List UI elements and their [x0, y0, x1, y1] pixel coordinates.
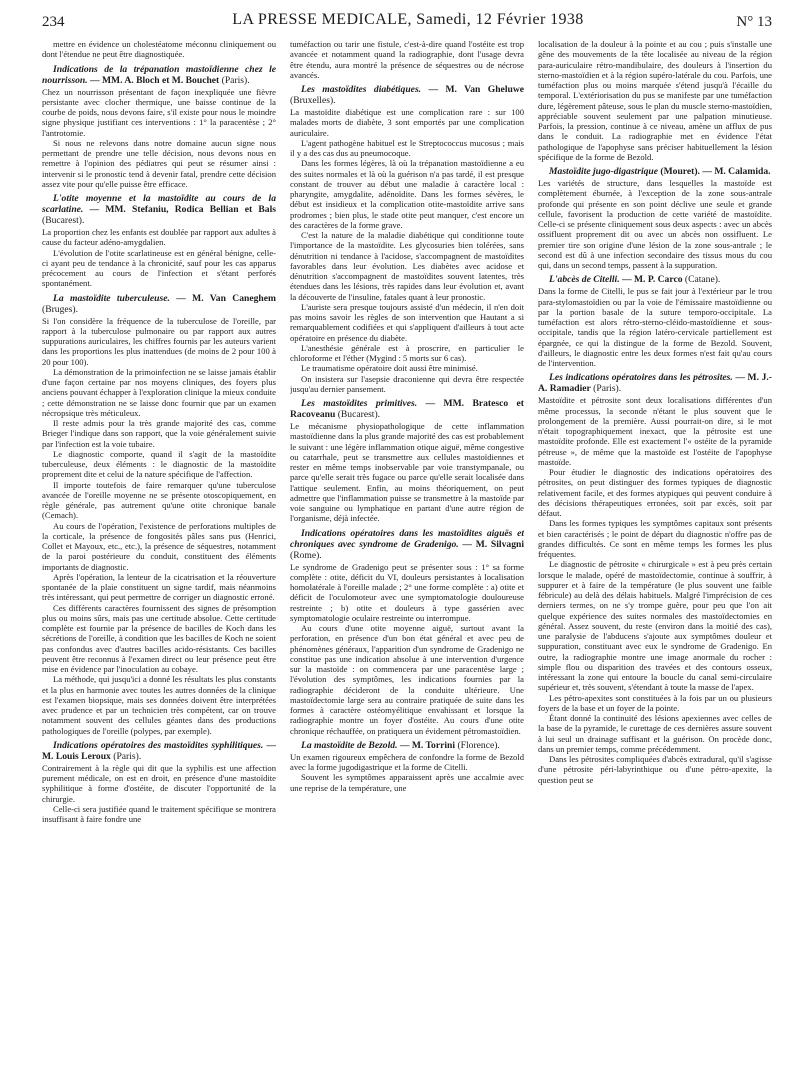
paragraph: tuméfaction ou tarir une fistule, c'est-à-dire quand l'ostéite est trop avancée et notamment quand la radiographie, dont l'usage devra être étendu, aura montré la présence de séquestres ou de nécrose avancés. — [290, 39, 524, 80]
paragraph: Mastoïdite et pétrosite sont deux localisations différentes d'un même processus, la seconde n'étant le plus souvent que le prolongement de la première. Aussi pourrait-on dire, si le mot n'était topographiquement inexact, que la pétrosite est une mastoïdite profonde. Elle est exactement l'« ostéite de la pyramide pétreuse », de même que la mastoïde est l'ostéite de l'apophyse mastoïde. — [538, 395, 772, 467]
section-heading — [42, 293, 276, 315]
paragraph: Étant donné la continuité des lésions apexiennes avec celles de la base de la pyramide, le curettage de ces dernières assure souvent à lui seul un drainage suffisant et la guérison. On procède donc, dans un premier temps, comme précédemment. — [538, 713, 772, 754]
heading-authors: — M. Torrini — [397, 739, 456, 751]
paragraph: Après l'opération, la lenteur de la cicatrisation et la réouverture spontanée de la plaie constituent un signe tardif, mais néanmoins très intéressant, qui peut permettre de corriger un diagnostic erroné. — [42, 571, 276, 603]
paragraph: Dans les formes typiques les symptômes capitaux sont présents et bien caractérisés ; le point de départ du diagnostic n'offre pas de grandes difficultés. Ce sont en même temps les formes les plus fréquentes. — [538, 518, 772, 559]
paragraph: C'est la nature de la maladie diabétique qui conditionne toute l'importance de la mastoïdite. Les glycosuries bien tolérées, sans dénutrition ni tendance à l'acidose, s'accompagnent de mastoïdites favorables dans leur évolution. Les diabètes avec acidose et dénutrition s'accompagnent de mastoïdites souvent latentes, très étendues dans les lésions, très rapides dans leur évolution et, avant la découverte de l'insuline, fatales quant à leur pronostic. — [290, 230, 524, 302]
paragraph: Un examen rigoureux empêchera de confondre la forme de Bezold avec la forme jugodigastrique et la forme de Citelli. — [290, 751, 524, 772]
heading-authors: — M. J.-A. Ramadier — [538, 372, 772, 395]
paragraph: Chez un nourrisson présentant de façon inexpliquée une fièvre persistante avec clocher thermique, une baisse continue de la courbe de poids, nous devons faire, s'il existe pour nous le moindre signe physique justifiant ces interventions : 1° la paracentèse ; 2° l'antrotomie. — [42, 86, 276, 138]
heading-place: (Paris). — [110, 750, 142, 762]
paragraph: La démonstration de la primoinfection ne se laisse jamais établir d'une façon certaine par nos moyens cliniques, des foyers plus anciens pouvant échapper à l'exploration clinique la mieux conduite ; cette démonstration ne se laisse donc fournir que par un examen nécropsique très méticuleux. — [42, 366, 276, 418]
heading-title: La mastoïdite tuberculeuse. — [53, 292, 170, 304]
paragraph: Au cours de l'opération, l'existence de perforations multiples de la corticale, la présence de fongosités pâles sans pus (Henrici, Collet et Mayoux, etc., etc.), la présence de séquestres, notamment de la paroi postérieure du conduit, constituent des éléments importants de diagnostic. — [42, 520, 276, 572]
paragraph: Si nous ne relevons dans notre domaine aucun signe nous permettant de prendre une telle décision, nous devons nous en remettre à l'opinion des pédiatres qui peut se résumer ainsi : intervenir si le pronostic tend à devenir fatal, prendre cette décision assez vite pour qu'elle puisse être efficace. — [42, 137, 276, 189]
heading-authors: — MM. Stefaniu, Rodica Bellian et Bals — [83, 204, 276, 215]
paragraph: L'agent pathogène habituel est le Streptococcus mucosus ; mais il y a des cas dus au pneumocoque. — [290, 137, 524, 158]
heading-place: (Paris). — [590, 383, 622, 395]
heading-place: (Paris). — [219, 74, 250, 86]
heading-place: (Bucarest). — [42, 215, 85, 226]
paragraph: Le syndrome de Gradenigo peut se présenter sous : 1° sa forme complète : otite, déficit du VI, douleurs persistantes à localisation homolatérale à l'oreille malade ; 2° une forme complète : a) otite et déficit de l'oculomoteur avec une symptomatologie douloureuse restreinte ; b) otite et douleurs à type gassérien avec symptomatologie oculaire restreinte ou interrompue. — [290, 561, 524, 623]
paragraph: Dans les pétrosites compliquées d'abcès extradural, qu'il s'agisse d'une pétrosite péri-labyrinthique ou d'une pétro-apexite, la question peut se — [538, 754, 772, 785]
paragraph: Le diagnostic comporte, quand il s'agit de la mastoïdite tuberculeuse, deux éléments : le diagnostic de la mastoïdite proprement dite et celui de la nature spécifique de l'affection. — [42, 448, 276, 480]
paragraph: La méthode, qui jusqu'ici a donné les résultats les plus constants et la plus en harmonie avec toutes les autres données de la clinique est l'examen biopsique, mais ses données doivent être interprétées avec prudence et par un technicien très compétent, car on trouve notamment souvent des cellules géantes dans des productions pathologiques de l'oreille (polypes, par exemple). — [42, 674, 276, 736]
heading-authors: — MM. Bratesco et Racoveanu — [290, 398, 524, 420]
paragraph: Ces différents caractères fournissent des signes de présomption plus ou moins sûrs, mais pas une certitude absolue. Cette certitude complète est fournie par la présence de bacilles de Koch dans les sécrétions de l'oreille, à condition que les bacilles de Koch ne soient pas confondus avec d'autres bacilles acido-résistants. Ces bacilles peuvent être reconnus à l'examen direct ou leur présence peut être mise en évidence par l'inoculation au cobaye. — [42, 602, 276, 674]
heading-authors: (Mouret). — M. Calamida. — [658, 166, 771, 177]
column-2 — [290, 39, 524, 1079]
paragraph: La mastoïdite diabétique est une complication rare : sur 100 malades morts de diabète, 3 sont emportés par une complication auriculaire. — [290, 107, 524, 138]
heading-title: La mastoïdite de Bezold. — [301, 739, 398, 751]
paragraph: Souvent les symptômes apparaissent après une accalmie avec une reprise de la température, une — [290, 772, 524, 793]
journal-title-date: LA PRESSE MEDICALE, Samedi, 12 Février 1938 — [232, 11, 584, 28]
heading-title: L'otite moyenne et la mastoïdite au cours de la scarlatine. — [42, 193, 276, 215]
paragraph: mettre en évidence un cholestéatome méconnu cliniquement ou dont l'étendue ne peut être diagnostiquée. — [42, 39, 276, 60]
paragraph: Il reste admis pour la très grande majorité des cas, comme Brieger l'indique dans son rapport, que la voie généralement suivie par l'infection est la voie tubaire. — [42, 418, 276, 449]
heading-place: (Catane). — [682, 274, 721, 286]
section-heading — [42, 193, 276, 226]
heading-authors: — MM. A. Bloch et M. Bouchet — [87, 74, 220, 86]
paragraph: L'évolution de l'otite scarlatineuse est en général bénigne, celle-ci ayant peu de tendance à la chronicité, sauf pour les cas apparus précocement au cours de l'infection et s'étant perforés spontanément. — [42, 247, 276, 289]
paragraph: On insistera sur l'asepsie draconienne qui devra être respectée jusqu'au dernier pansement. — [290, 373, 524, 394]
section-heading — [42, 64, 276, 86]
paragraph: La proportion chez les enfants est doublée par rapport aux adultes à cause du facteur adéno-amygdalien. — [42, 227, 276, 248]
paragraph: Il importe toutefois de faire remarquer qu'une tuberculose avancée de l'oreille moyenne ne se présente otoscopiquement, en règle générale, pas autrement qu'une otite chronique banale (Cemach). — [42, 479, 276, 521]
heading-place: (Rome). — [290, 549, 322, 561]
paragraph: L'auriste sera presque toujours assisté d'un médecin, il n'en doit pas moins savoir les règles de son intervention que Hautant a si remarquablement codifiées et qui s'appliquent d'ailleurs à tout acte opératoire en présence du diabète. — [290, 301, 524, 343]
paragraph: Au cours d'une otite moyenne aiguë, surtout avant la perforation, en présence d'un bon état général et avec peu de phénomènes généraux, l'apparition d'un syndrome de Gradenigo ne constitue pas une indication absolue à une intervention d'urgence sur la mastoïde : on commencera par une paracentèse large ; l'évolution des symptômes, les indications fournies par la radiographie décideront de la conduite ultérieure. Une mastoïdectomie large sera au contraire pratiquée de suite dans les formes à caractère ostéomyélitique envahissant et lorsque la radiographie montre un foyer d'ostéite. Au cours d'une otite chronique réchauffée, on pratiquera un évidement pétromastoïdien. — [290, 623, 524, 736]
section-heading — [290, 740, 524, 751]
heading-title: Les mastoïdites primitives. — [301, 398, 418, 409]
paragraph: Le traumatisme opératoire doit aussi être minimisé. — [301, 363, 478, 374]
page-number: 234 — [42, 14, 65, 30]
paragraph: Le diagnostic de pétrosite « chirurgicale » est à peu près certain lorsque le malade, opéré de mastoïdectomie, continue à souffrir, à suppurer et à faire de la température (le plus souvent une faible fébricule) au delà des délais habituels. Malgré l'imprécision de ces derniers termes, on ne s'y trompe guère, pour peu que l'on ait quelque expérience des suites normales des mastoïdectomies en général. Assez souvent, du reste (environ dans la moitié des cas), une paralysie de l'abducens s'ajoute aux symptômes douleur et suppuration, constituant avec eux le syndrome de Gradenigo. En outre, la radiographie montre une image anormale du rocher : simple flou ou disparition des travées et des contours osseux, intéressant la zone qui entoure la boucle du canal semi-circulaire supérieur et, très souvent, s'étendant à toute la masse de l'apex. — [538, 559, 772, 693]
heading-title: Indications de la trépanation mastoïdienne chez le nourrisson. — [42, 63, 276, 86]
issue-number: N° 13 — [736, 14, 772, 30]
paragraph: Les pétro-apexites sont constituées à la fois par un ou plusieurs foyers de la base et un foyer de la pointe. — [538, 692, 772, 713]
section-heading — [290, 84, 524, 106]
heading-title: Mastoïdite jugo-digastrique — [549, 166, 659, 177]
section-heading — [538, 274, 772, 285]
heading-title: Les mastoïdites diabétiques. — [301, 84, 422, 95]
paragraph: L'anesthésie générale est à proscrire, en particulier le chloroforme et l'éther (Mygind : 5 morts sur 6 cas). — [290, 342, 524, 363]
paragraph: Si l'on considère la fréquence de la tuberculose de l'oreille, par rapport à la tuberculose pulmonaire ou par rapport aux autres suppurations auriculaires, les chiffres fournis par les auteurs varient dans les proportions les plus inattendues (de moins de 2 pour 100 à 20 pour 100). — [42, 315, 276, 367]
column-3 — [538, 39, 772, 1079]
heading-place: (Bucarest). — [335, 409, 381, 420]
paragraph: Le mécanisme physiopathologique de cette inflammation mastoïdienne dans la plus grande majorité des cas est probablement le suivant : une légère inflammation otique aiguë, même congestive ou catarrhale, peut se transmettre aux cellules mastoïdiennes et rester en même temps inobservable par voie transtympanale, ou parce qu'elle serait très fugace ou parce qu'elle serait localisée dans l'attique seulement. Enfin, au moins théoriquement, on peut admettre que l'inflammation puisse se transmettre à la mastoïde par voie sanguine ou lymphatique en partant d'une autre région de l'organisme, déjà infectée. — [290, 421, 524, 524]
paragraph: Dans la forme de Citelli, le pus se fait jour à l'extérieur par le trou para-stylomastoïdien ou par la voie de l'émissaire mastoïdienne ou par la portion basale de la suture temporo-occipitale. La tuméfaction est alors rétro-sterno-cléido-mastoïdienne et sous-occipitale, tandis que la région latéro-cervicale partiellement est épargnée, ce qui la distingue de la forme de Bezold. Souvent, d'ailleurs, le diagnostic entre les deux formes n'est fait qu'au cours de l'intervention. — [538, 286, 772, 368]
column-1 — [42, 39, 276, 1079]
heading-authors: — M. Louis Leroux — [42, 739, 276, 762]
section-heading — [42, 740, 276, 762]
paragraph: Les variétés de structure, dans lesquelles la mastoïde est complètement éburnée, à l'exception de la zone sous-antrale profonde qui présente en son point déclive une seule et grande cellule, favorisent la production de cette variété de mastoïdite. Celle-ci se présente cliniquement sous deux aspects : avec un abcès ossifluent proprement dit ou avec un abcès non ossifluent. Le premier tire son origine d'une lésion de la zone sous-antrale ; le second est dû à une infection secondaire des tissus mous du cou qui, dans un second temps, passent à la suppuration. — [538, 178, 772, 270]
paragraph: Contrairement à la règle qui dit que la syphilis est une affection purement médicale, on est en droit, en présence d'une mastoïdite syphilitique à forme d'ostéite, de discuter l'opportunité de la chirurgie. — [42, 762, 276, 804]
section-heading — [290, 528, 524, 561]
paragraph: Celle-ci sera justifiée quand le traitement spécifique se montrera insuffisant à faire fondre une — [42, 803, 276, 824]
heading-place: (Bruxelles). — [290, 95, 336, 106]
heading-place: (Bruges). — [42, 303, 78, 315]
heading-place: (Florence). — [455, 739, 500, 751]
heading-title: Indications opératoires dans les mastoïdites aiguës et chroniques avec syndrome de Gradenigo. — [290, 527, 524, 550]
section-heading — [538, 372, 772, 394]
running-header — [42, 0, 774, 34]
heading-authors: — M. Van Gheluwe — [421, 84, 524, 95]
heading-title: Indications opératoires des mastoïdites syphilitiques. — [53, 739, 264, 751]
heading-authors: — M. P. Carco — [619, 274, 683, 286]
paragraph: Dans les formes légères, là où la trépanation mastoïdienne a eu des suites normales et là où la guérison n'a pas tardé, il est presque constant de trouver au début une maladie à caractère local : pharyngite, amygdalite, adénoïdite. Dans les formes sévères, le début est insidieux et la complication otite-mastoïdite arrive sans prodromes ; bien plus, le stade otite peut manquer, c'est encore un des caractères de la forme grave. — [290, 158, 524, 230]
heading-title: Les indications opératoires dans les pétrosites. — [549, 372, 733, 384]
paragraph: localisation de la douleur à la pointe et au cou ; puis s'installe une gêne des mouvements de la tête localisée au niveau de la région para-auriculaire rétro-mandibulaire, des douleurs à l'insertion du sterno-mastoïdien et à la région supéro-latérale du cou. Parfois, une tuméfaction plus ou moins marquée s'étend jusqu'à l'écaille du temporal. L'extériorisation du pus se manifeste par une tuméfaction dure, légèrement pâteuse, sous le plan du muscle sterno-mastoïdien, appréciable souvent seulement par une palpation minutieuse. Parfois, la pression, continue à ce niveau, amène un afflux de pus dans le conduit. La radiographie met en évidence l'état pathologique de l'apophyse sans préciser habituellement la lésion spécifique de la forme de Bezold. — [538, 39, 772, 162]
heading-authors: — M. Silvagni — [458, 538, 524, 550]
heading-title: L'abcès de Citelli. — [549, 274, 620, 286]
paragraph: Pour étudier le diagnostic des indications opératoires des pétrosites, on peut distinguer des formes typiques de diagnostic relativement facile, et des formes atypiques qui peuvent conduire à des décisions thérapeutiques erronées, soit par excès, soit par défaut. — [538, 467, 772, 518]
heading-authors: — M. Van Caneghem — [169, 292, 276, 304]
section-heading — [290, 398, 524, 420]
section-heading — [538, 166, 772, 177]
text-columns — [42, 39, 774, 1079]
